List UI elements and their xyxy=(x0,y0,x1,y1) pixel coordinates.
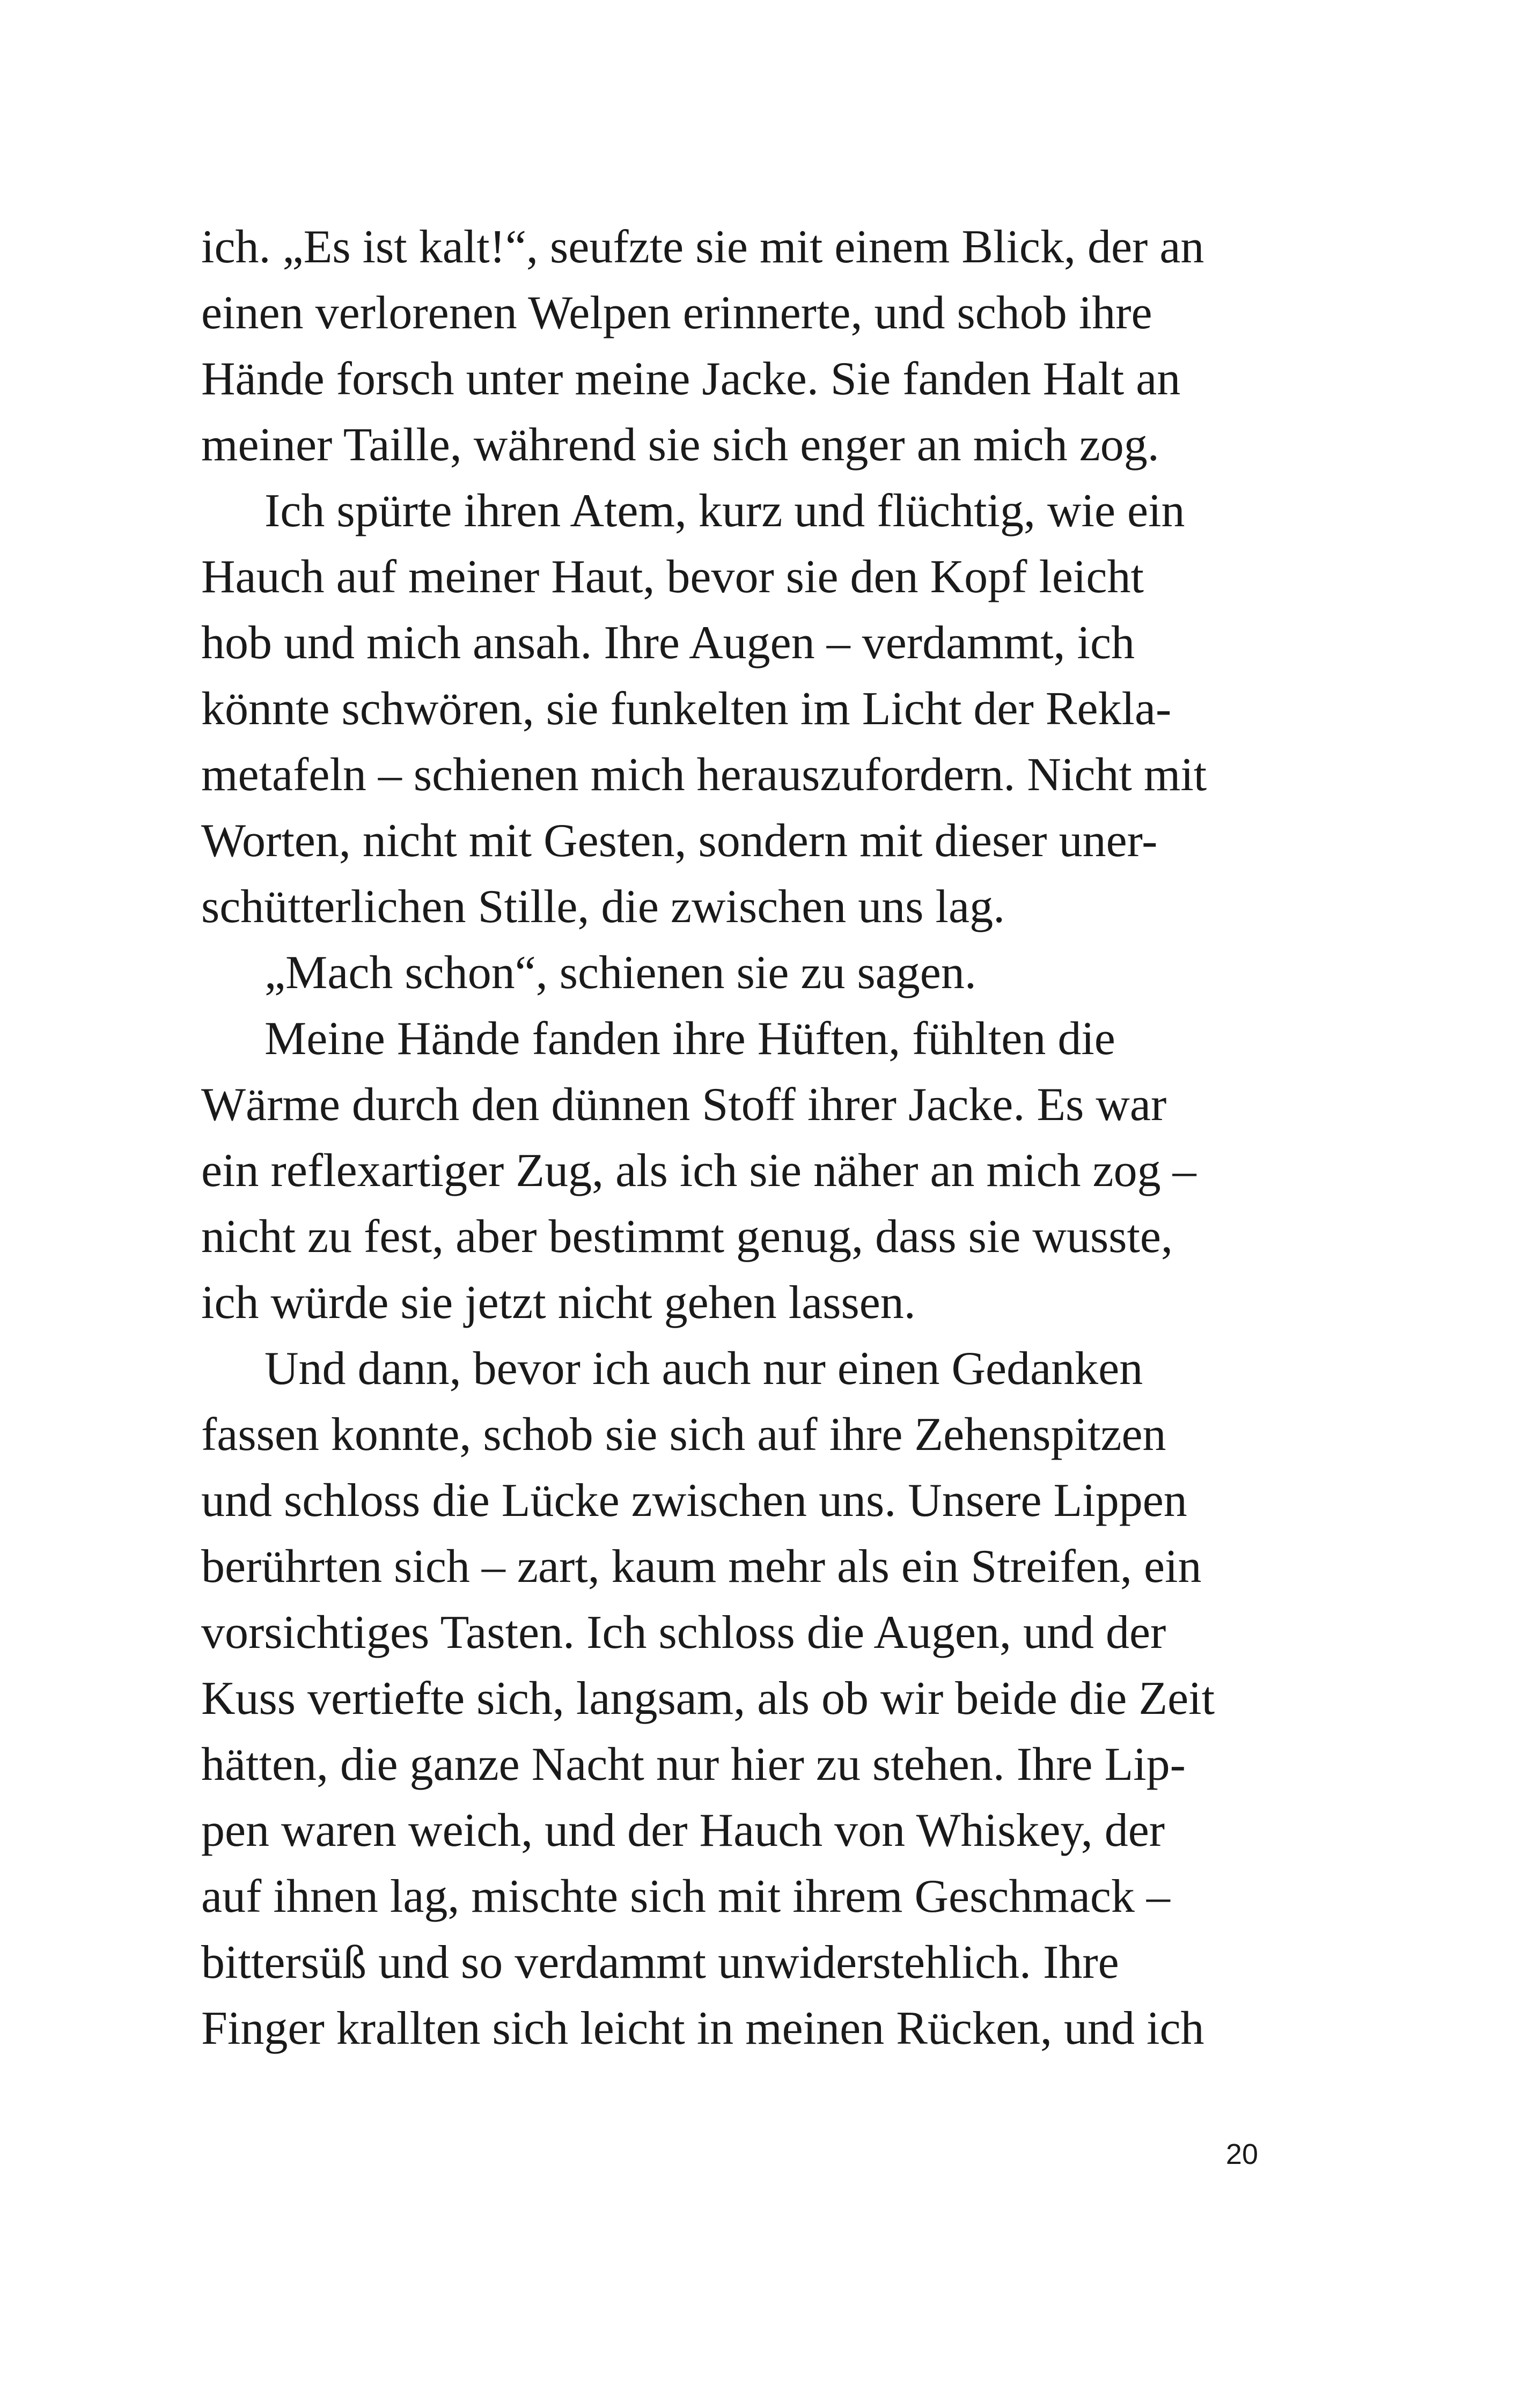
text-line: meiner Taille, während sie sich enger an mich zog. xyxy=(201,419,1159,471)
text-line: vorsichtiges Tasten. Ich schloss die Augen, und der xyxy=(201,1607,1166,1659)
text-line: schütterlichen Stille, die zwischen uns lag. xyxy=(201,881,1005,933)
text-line: pen waren weich, und der Hauch von Whiskey, der xyxy=(201,1805,1165,1857)
text-line: ein reflexartiger Zug, als ich sie näher an mich zog – xyxy=(201,1145,1196,1197)
text-line: nicht zu fest, aber bestimmt genug, dass sie wusste, xyxy=(201,1211,1173,1263)
text-line: Finger krallten sich leicht in meinen Rücken, und ich xyxy=(201,2002,1204,2054)
text-line: berührten sich – zart, kaum mehr als ein Streifen, ein xyxy=(201,1541,1202,1593)
text-line: metafeln – schienen mich herauszufordern. Nicht mit xyxy=(201,749,1207,801)
text-line: Hauch auf meiner Haut, bevor sie den Kopf leicht xyxy=(201,551,1144,603)
text-line: hätten, die ganze Nacht nur hier zu stehen. Ihre Lip- xyxy=(201,1739,1186,1791)
text-line: Hände forsch unter meine Jacke. Sie fanden Halt an xyxy=(201,353,1181,405)
text-line: Worten, nicht mit Gesten, sondern mit dieser uner- xyxy=(201,815,1158,867)
text-line: einen verlorenen Welpen erinnerte, und schob ihre xyxy=(201,287,1152,339)
text-line: Meine Hände fanden ihre Hüften, fühlten die xyxy=(264,1013,1115,1065)
text-line: auf ihnen lag, mischte sich mit ihrem Geschmack – xyxy=(201,1871,1170,1923)
text-line: hob und mich ansah. Ihre Augen – verdammt, ich xyxy=(201,617,1135,669)
text-line: Kuss vertiefte sich, langsam, als ob wir beide die Zeit xyxy=(201,1673,1215,1725)
text-line: Und dann, bevor ich auch nur einen Gedanken xyxy=(264,1343,1143,1395)
text-line: Ich spürte ihren Atem, kurz und flüchtig, wie ein xyxy=(264,485,1185,537)
text-line: und schloss die Lücke zwischen uns. Unsere Lippen xyxy=(201,1475,1187,1527)
text-line: „Mach schon“, schienen sie zu sagen. xyxy=(264,947,976,999)
text-line: fassen konnte, schob sie sich auf ihre Zehenspitzen xyxy=(201,1409,1166,1461)
page-number: 20 xyxy=(1225,2138,1258,2170)
text-line: bittersüß und so verdammt unwiderstehlich. Ihre xyxy=(201,1936,1119,1989)
text-line: könnte schwören, sie funkelten im Licht der Rekla- xyxy=(201,683,1172,735)
text-line: ich. „Es ist kalt!“, seufzte sie mit einem Blick, der an xyxy=(201,221,1204,273)
text-line: ich würde sie jetzt nicht gehen lassen. xyxy=(201,1277,916,1329)
text-line: Wärme durch den dünnen Stoff ihrer Jacke. Es war xyxy=(201,1079,1167,1131)
